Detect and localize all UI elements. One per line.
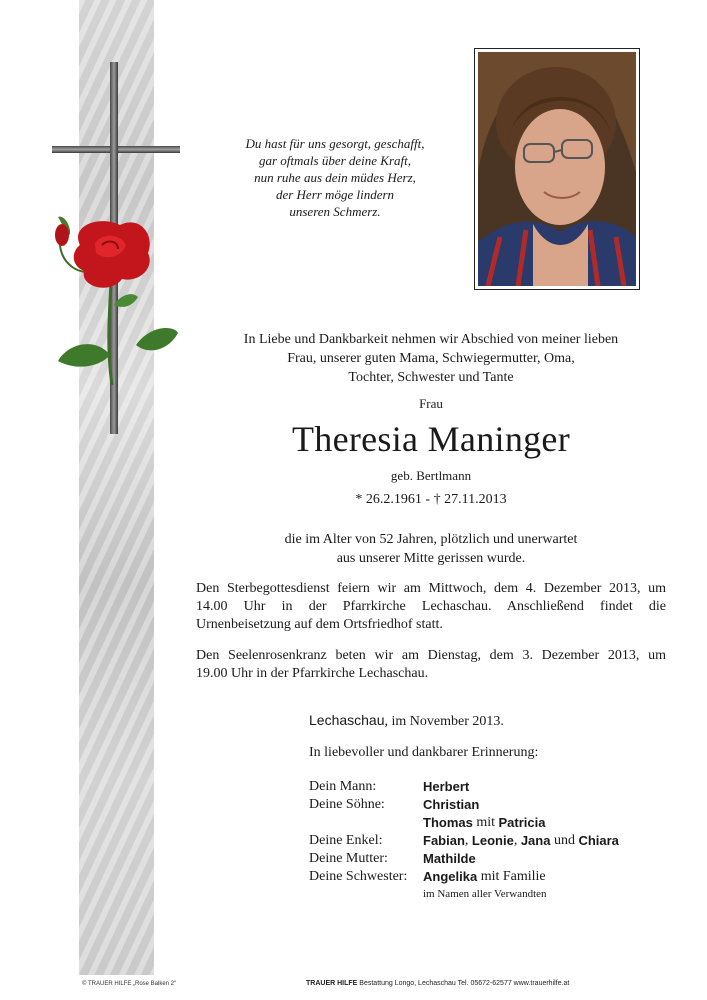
list-item <box>309 814 619 832</box>
separator: , <box>464 833 469 848</box>
relation-label: Deine Söhne: <box>309 797 385 812</box>
poem-line: der Herr möge lindern <box>275 187 395 202</box>
intro-line: In Liebe und Dankbarkeit nehmen wir Abschied von meiner lieben <box>243 332 619 347</box>
age-line: die im Alter von 52 Jahren, plötzlich und unerwartet <box>284 532 578 547</box>
portrait-image <box>478 52 636 286</box>
funeral-service-paragraph <box>196 580 666 634</box>
list-item <box>309 778 619 796</box>
footer-text: Bestattung Longo, Lechaschau Tel. 05672-62577 www.trauerhilfe.at <box>357 980 570 987</box>
intro-line: Frau, unserer guten Mama, Schwiegermutter, Oma, <box>287 351 575 366</box>
age-text <box>196 530 666 568</box>
relative-name: Fabian <box>423 833 465 848</box>
poem <box>215 135 455 220</box>
relation-label: Dein Mann: <box>309 779 377 794</box>
intro-text <box>196 330 666 387</box>
connector-word: mit Familie <box>480 869 546 884</box>
copyright-text: © TRAUER HILFE „Rose Balken 2“ <box>82 981 177 987</box>
memory-line: In liebevoller und dankbarer Erinnerung: <box>309 745 539 760</box>
poem-line: gar oftmals über deine Kraft, <box>258 153 412 168</box>
paragraph-line: Urnenbeisetzung auf dem Ortsfriedhof statt. <box>196 617 443 632</box>
relative-name: Angelika <box>423 869 478 884</box>
relative-name: Chiara <box>578 833 619 848</box>
relative-name: Herbert <box>423 779 470 794</box>
paragraph-line: Den Seelenrosenkranz beten wir am Dienstag, dem 3. Dezember 2013, um <box>196 648 666 663</box>
place-date <box>309 712 504 730</box>
paragraph-line: 19.00 Uhr in der Pfarrkirche Lechaschau. <box>196 666 429 681</box>
relation-label: Deine Enkel: <box>309 833 383 848</box>
footer-brand: TRAUER HILFE <box>306 980 358 987</box>
paragraph-line: Den Sterbegottesdienst feiern wir am Mittwoch, dem 4. Dezember 2013, um <box>196 581 666 596</box>
relative-name: Mathilde <box>423 851 476 866</box>
relation-label: Deine Mutter: <box>309 851 388 866</box>
separator: , <box>513 833 518 848</box>
poem-line: unseren Schmerz. <box>289 204 381 219</box>
rose-icon <box>40 205 180 405</box>
relative-name: Jana <box>520 833 551 848</box>
town-name: Lechaschau <box>309 712 385 728</box>
list-item <box>309 868 619 886</box>
intro-line: Tochter, Schwester und Tante <box>348 370 514 385</box>
salutation: Frau <box>419 396 443 411</box>
life-dates: * 26.2.1961 - † 27.11.2013 <box>355 492 507 507</box>
footer <box>306 980 569 987</box>
relative-name: Patricia <box>498 815 546 830</box>
list-item <box>309 796 619 814</box>
list-item <box>309 832 619 850</box>
relation-label: Deine Schwester: <box>309 869 408 884</box>
age-line: aus unserer Mitte gerissen wurde. <box>336 551 526 566</box>
list-item <box>309 850 619 868</box>
relative-name: Leonie <box>471 833 514 848</box>
poem-line: Du hast für uns gesorgt, geschafft, <box>245 136 425 151</box>
place-date-rest: , im November 2013. <box>384 714 504 729</box>
footnote: im Namen aller Verwandten <box>423 888 547 900</box>
rosary-paragraph <box>196 647 666 683</box>
poem-line: nun ruhe aus dein müdes Herz, <box>254 170 416 185</box>
relative-name: Christian <box>423 797 480 812</box>
connector-word: und <box>553 833 575 848</box>
deceased-name: Theresia Maninger <box>292 419 570 459</box>
relatives-list <box>309 778 619 886</box>
connector-word: mit <box>476 815 496 830</box>
relative-name: Thomas <box>423 815 473 830</box>
portrait-photo <box>474 48 640 290</box>
birth-name: geb. Bertlmann <box>390 468 472 483</box>
paragraph-line: 14.00 Uhr in der Pfarrkirche Lechaschau. Anschließend findet die <box>196 599 666 614</box>
